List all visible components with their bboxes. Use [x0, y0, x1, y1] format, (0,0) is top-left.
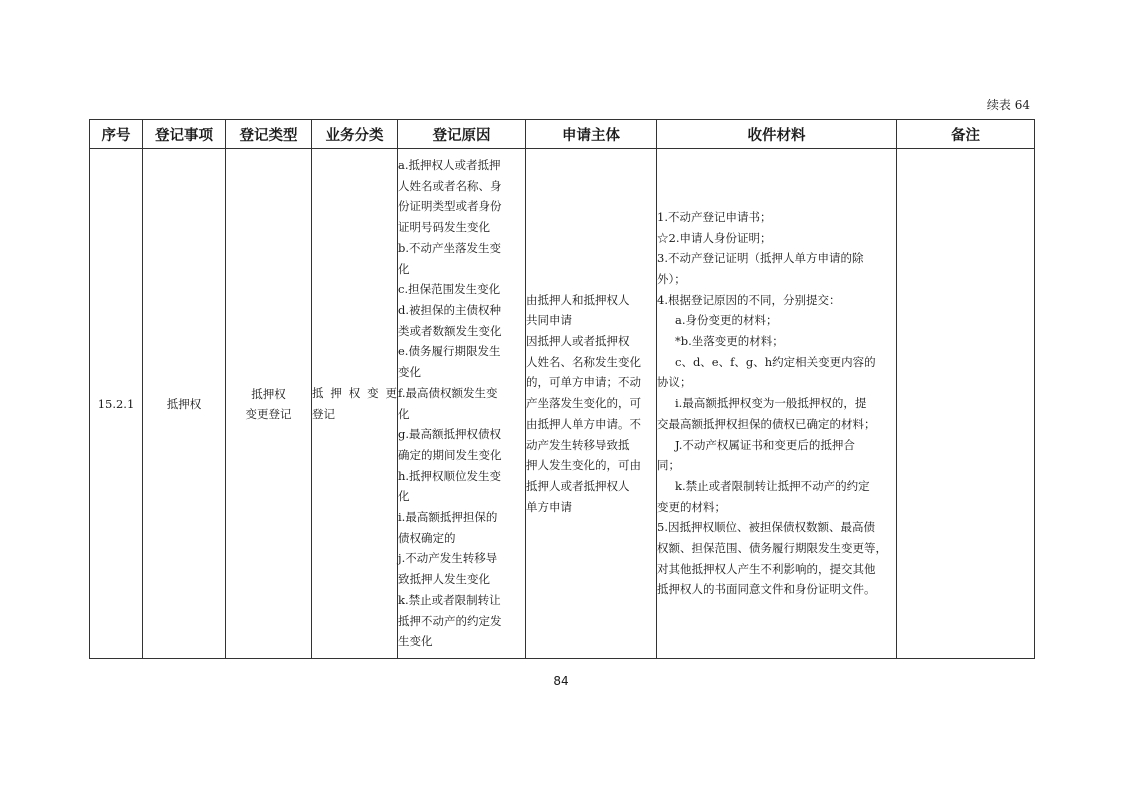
- reason-line: 变化: [398, 365, 421, 380]
- type-line: 抵押权: [251, 386, 286, 401]
- header-reason: 登记原因: [398, 120, 526, 149]
- reason-line: b.不动产坐落发生变: [398, 240, 502, 255]
- reason-line: 致抵押人发生变化: [398, 572, 490, 587]
- reason-line: 确定的期间发生变化: [398, 447, 502, 462]
- materials-line: 对其他抵押权人产生不利影响的，提交其他: [657, 561, 876, 576]
- materials-line: 抵押权人的书面同意文件和身份证明文件。: [657, 582, 876, 597]
- reason-line: i.最高额抵押担保的: [398, 510, 498, 525]
- cell-category: [312, 149, 398, 659]
- reason-line: d.被担保的主债权种: [398, 302, 502, 317]
- reason-line: 化: [398, 261, 410, 276]
- category-line: 抵押权变更: [312, 385, 397, 400]
- applicant-line: 单方申请: [526, 499, 572, 514]
- applicant-line: 抵押人或者抵押权人: [526, 478, 630, 493]
- cell-applicant: [526, 149, 657, 659]
- header-materials: 收件材料: [657, 120, 897, 149]
- materials-line: c、d、e、f、g、h约定相关变更内容的: [675, 354, 876, 369]
- continued-table-label: 续表 64: [986, 98, 1030, 112]
- materials-line: 同；: [657, 458, 680, 473]
- serial-number: 15.2.1: [97, 396, 135, 411]
- materials-line: 4.根据登记原因的不同，分别提交：: [657, 292, 841, 307]
- materials-line: 1.不动产登记申请书；: [657, 209, 772, 224]
- reason-line: 抵押不动产的约定发: [398, 613, 502, 628]
- applicant-line: 由抵押人和抵押权人: [526, 292, 630, 307]
- reason-line: 生变化: [398, 634, 433, 649]
- registration-table: [89, 119, 1035, 659]
- header-serial: 序号: [90, 120, 143, 149]
- cell-reason: [398, 149, 526, 659]
- cell-type: [226, 149, 312, 659]
- cell-remarks: [897, 149, 1035, 659]
- applicant-line: 动产发生转移导致抵: [526, 437, 630, 452]
- header-item: 登记事项: [143, 120, 226, 149]
- reason-line: 化: [398, 406, 410, 421]
- reason-line: a.抵押权人或者抵押: [398, 158, 501, 173]
- reason-line: 化: [398, 489, 410, 504]
- header-applicant: 申请主体: [526, 120, 657, 149]
- reason-line: 类或者数额发生变化: [398, 323, 502, 338]
- reason-line: e.债务履行期限发生: [398, 344, 501, 359]
- materials-line: 外）；: [657, 271, 686, 286]
- reason-line: h.抵押权顺位发生变: [398, 468, 502, 483]
- header-type: 登记类型: [226, 120, 312, 149]
- reason-line: f.最高债权额发生变: [398, 385, 498, 400]
- reason-line: g.最高额抵押权债权: [398, 427, 502, 442]
- reason-line: c.担保范围发生变化: [398, 282, 501, 297]
- materials-line: k.禁止或者限制转让抵押不动产的约定: [675, 478, 870, 493]
- reason-line: 债权确定的: [398, 530, 456, 545]
- cell-serial: [90, 149, 143, 659]
- materials-line: ☆2.申请人身份证明；: [657, 230, 772, 245]
- header-remarks: 备注: [897, 120, 1035, 149]
- cell-materials: [657, 149, 897, 659]
- materials-line: i.最高额抵押权变为一般抵押权的，提: [675, 396, 867, 411]
- applicant-line: 人姓名、名称发生变化: [526, 354, 641, 369]
- reason-line: 人姓名或者名称、身: [398, 178, 502, 193]
- reason-line: k.禁止或者限制转让: [398, 592, 501, 607]
- reason-line: 份证明类型或者身份: [398, 199, 502, 214]
- registration-item: 抵押权: [166, 396, 202, 411]
- header-category: 业务分类: [312, 120, 398, 149]
- materials-line: 变更的材料；: [657, 499, 726, 514]
- reason-line: 证明号码发生变化: [398, 220, 490, 235]
- applicant-line: 产坐落发生变化的，可: [526, 396, 641, 411]
- page-number: 84: [553, 674, 569, 688]
- type-line: 变更登记: [245, 406, 292, 421]
- applicant-line: 押人发生变化的，可由: [526, 458, 641, 473]
- materials-line: 3.不动产登记证明（抵押人单方申请的除: [657, 251, 864, 266]
- materials-line: 权额、担保范围、债务履行期限发生变更等，: [657, 541, 887, 556]
- table-row: [90, 149, 1035, 659]
- reason-line: j.不动产发生转移导: [398, 551, 498, 566]
- applicant-line: 共同申请: [526, 313, 572, 328]
- materials-line: 协议；: [657, 375, 692, 390]
- materials-line: *b.坐落变更的材料；: [675, 334, 784, 349]
- materials-line: a.身份变更的材料；: [675, 313, 778, 328]
- applicant-line: 因抵押人或者抵押权: [526, 334, 630, 349]
- materials-line: J.不动产权属证书和变更后的抵押合: [675, 437, 855, 452]
- table-header-row: [90, 120, 1035, 149]
- materials-line: 5.因抵押权顺位、被担保债权数额、最高债: [657, 520, 875, 535]
- cell-item: [143, 149, 226, 659]
- applicant-line: 由抵押人单方申请。不: [526, 416, 641, 431]
- materials-line: 交最高额抵押权担保的债权已确定的材料；: [657, 416, 876, 431]
- category-line: 登记: [312, 406, 335, 421]
- applicant-line: 的，可单方申请；不动: [526, 375, 641, 390]
